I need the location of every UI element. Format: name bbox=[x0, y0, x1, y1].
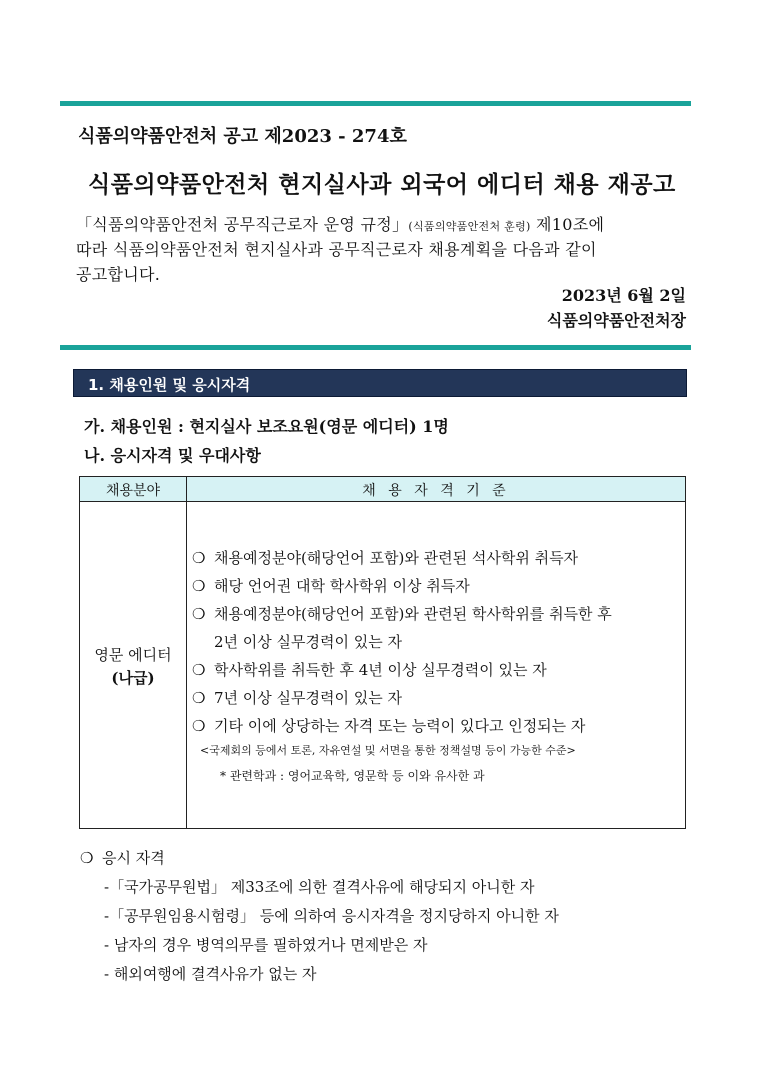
section-heading-bar bbox=[73, 369, 687, 397]
qualification-item: - 해외여행에 결격사유가 없는 자 bbox=[104, 965, 317, 983]
criterion-item bbox=[192, 547, 578, 568]
qualifications-heading-text: 응시 자격 bbox=[102, 849, 165, 867]
qualification-item: - 남자의 경우 병역의무를 필하였거나 면제받은 자 bbox=[104, 936, 428, 954]
intro-article: 제10조에 bbox=[530, 215, 605, 234]
criterion-text: 학사학위를 취득한 후 4년 이상 실무경력이 있는 자 bbox=[214, 661, 547, 679]
criteria-table bbox=[79, 476, 686, 829]
criterion-text: 해당 언어권 대학 학사학위 이상 취득자 bbox=[214, 577, 470, 595]
eligibility-heading: 나. 응시자격 및 우대사항 bbox=[84, 446, 261, 465]
criterion-text: 채용예정분야(해당언어 포함)와 관련된 석사학위 취득자 bbox=[214, 549, 579, 567]
column-divider bbox=[186, 477, 187, 828]
criterion-item bbox=[192, 715, 585, 736]
header-field: 채용분야 bbox=[105, 483, 161, 499]
circle-bullet-icon: ❍ bbox=[192, 689, 206, 707]
intro-line-1 bbox=[76, 212, 604, 235]
intro-line-3: 공고합니다. bbox=[76, 265, 161, 284]
intro-line-2: 따라 식품의약품안전처 현지실사과 공무직근로자 채용계획을 다음과 같이 bbox=[76, 240, 597, 259]
intro-regulation: 「식품의약품안전처 공무직근로자 운영 규정」 bbox=[76, 215, 409, 234]
circle-bullet-icon: ❍ bbox=[192, 605, 206, 623]
criterion-text: 7년 이상 실무경력이 있는 자 bbox=[214, 689, 403, 707]
qualifications-heading bbox=[80, 847, 165, 868]
document-title: 식품의약품안전처 현지실사과 외국어 에디터 채용 재공고 bbox=[88, 171, 676, 198]
notice-number: 식품의약품안전처 공고 제2023 - 274호 bbox=[78, 126, 407, 147]
header-criteria: 채 용 자 격 기 준 bbox=[362, 483, 510, 499]
section-heading: 1. 채용인원 및 응시자격 bbox=[88, 376, 251, 394]
criterion-text: 2년 이상 실무경력이 있는 자 bbox=[214, 633, 403, 651]
issuer: 식품의약품안전처장 bbox=[546, 311, 686, 330]
criterion-item bbox=[192, 575, 470, 596]
field-cell bbox=[80, 644, 186, 690]
intro-regulation-type: (식품의약품안전처 훈령) bbox=[408, 220, 531, 233]
top-rule bbox=[60, 101, 691, 106]
notice-date: 2023년 6월 2일 bbox=[561, 286, 686, 305]
recruitment-count: 가. 채용인원 : 현지실사 보조요원(영문 에디터) 1명 bbox=[84, 417, 449, 436]
field-name: 영문 에디터 bbox=[94, 646, 172, 664]
related-majors-note: * 관련학과 : 영어교육학, 영문학 등 이와 유사한 과 bbox=[220, 769, 485, 783]
criterion-item bbox=[192, 603, 612, 624]
bottom-rule bbox=[60, 345, 691, 350]
criterion-note: <국제회의 등에서 토론, 자유연설 및 서면을 통한 정책설명 등이 가능한 수준> bbox=[200, 744, 576, 757]
circle-bullet-icon: ❍ bbox=[192, 549, 206, 567]
qualification-item: -「국가공무원법」 제33조에 의한 결격사유에 해당되지 아니한 자 bbox=[104, 878, 535, 896]
criterion-text: 기타 이에 상당하는 자격 또는 능력이 있다고 인정되는 자 bbox=[214, 717, 586, 735]
criterion-continuation bbox=[192, 631, 402, 652]
qualification-item: -「공무원임용시험령」 등에 의하여 응시자격을 정지당하지 아니한 자 bbox=[104, 907, 559, 925]
criterion-item bbox=[192, 659, 547, 680]
criterion-item bbox=[192, 687, 402, 708]
circle-bullet-icon: ❍ bbox=[192, 577, 206, 595]
circle-bullet-icon: ❍ bbox=[80, 849, 94, 867]
field-grade: (나급) bbox=[111, 669, 155, 687]
table-header-row bbox=[80, 477, 685, 502]
criterion-text: 채용예정분야(해당언어 포함)와 관련된 학사학위를 취득한 후 bbox=[214, 605, 612, 623]
circle-bullet-icon: ❍ bbox=[192, 661, 206, 679]
circle-bullet-icon: ❍ bbox=[192, 717, 206, 735]
